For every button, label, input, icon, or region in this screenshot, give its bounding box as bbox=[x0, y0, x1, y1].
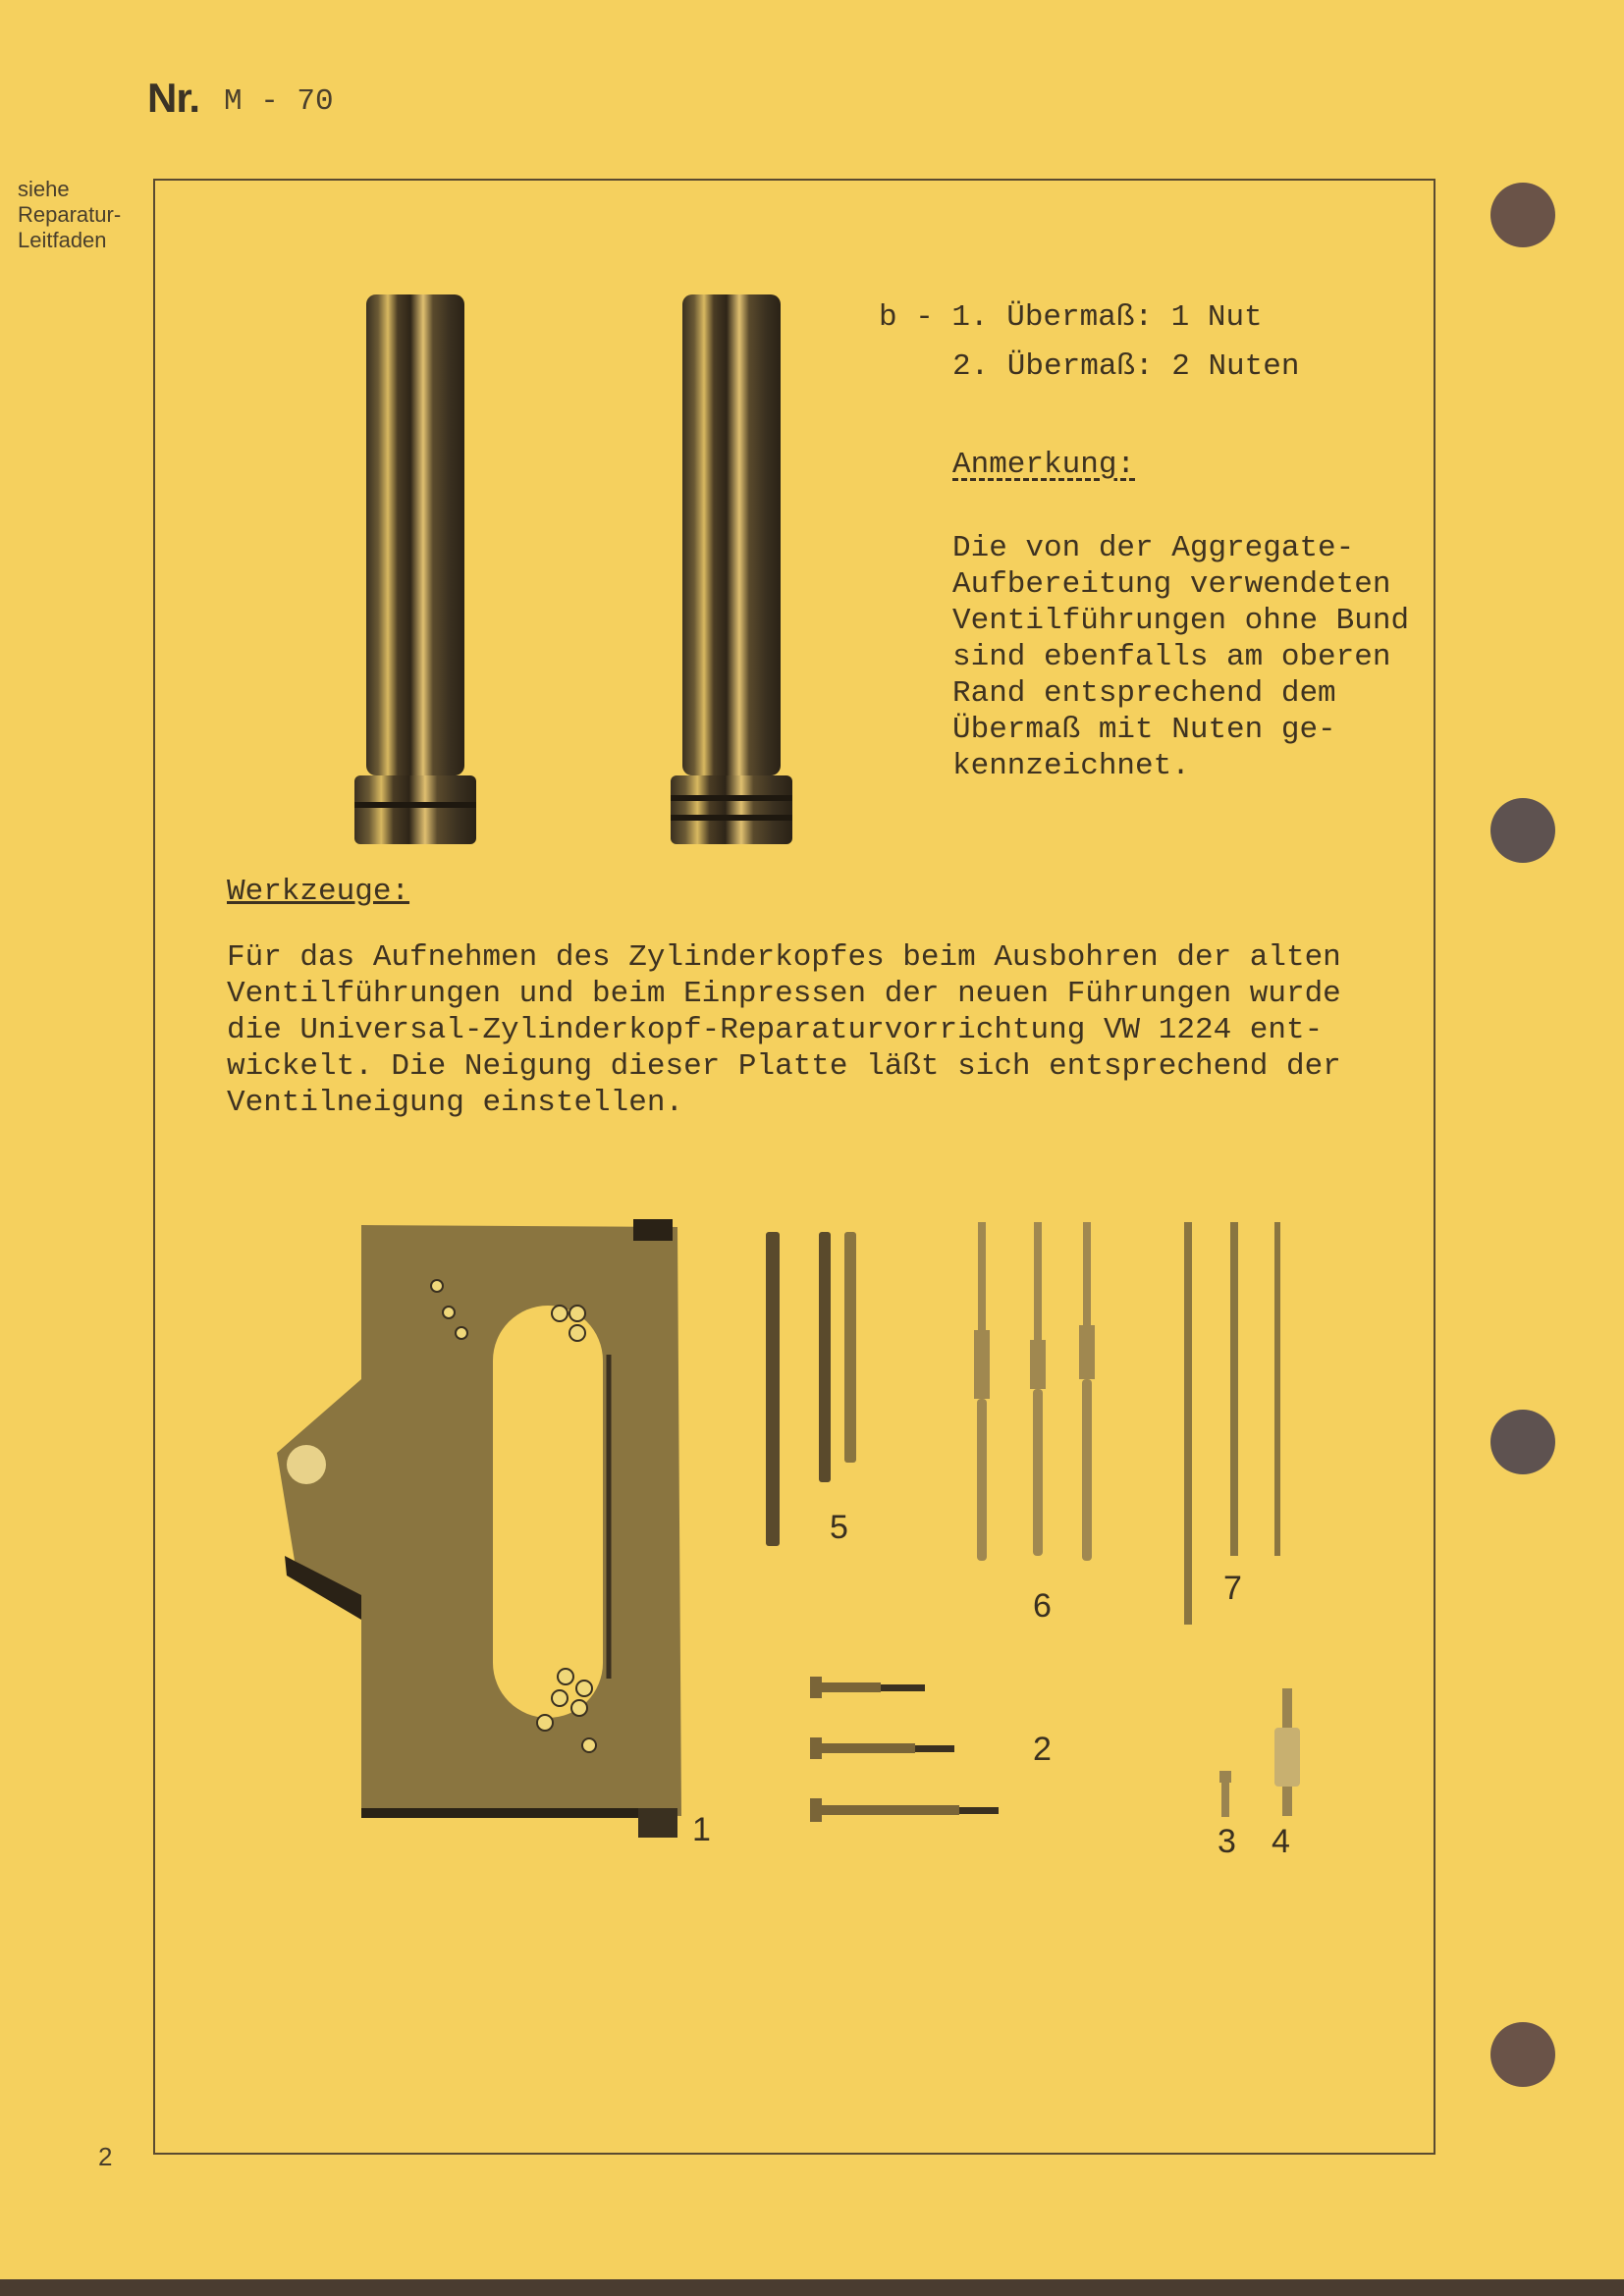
bolts bbox=[810, 1677, 999, 1822]
figure-label-5: 5 bbox=[830, 1509, 848, 1546]
side-note-line: siehe bbox=[18, 177, 70, 201]
document-number: M - 70 bbox=[224, 84, 334, 119]
tools-line: die Universal-Zylinderkopf-Reparaturvorrichtung VW 1224 ent- bbox=[227, 1013, 1324, 1047]
note-line: kennzeichnet. bbox=[952, 749, 1190, 783]
oversize-line-1: b - 1. Übermaß: 1 Nut bbox=[879, 300, 1263, 335]
figure-label-1: 1 bbox=[692, 1811, 711, 1848]
reamers bbox=[974, 1222, 1095, 1561]
note-line: sind ebenfalls am oberen bbox=[952, 640, 1391, 674]
valve-guides-photo bbox=[349, 290, 800, 851]
document-number-label: Nr. bbox=[147, 75, 200, 121]
oversize-line-2: 2. Übermaß: 2 Nuten bbox=[952, 349, 1300, 384]
figure-label-3: 3 bbox=[1218, 1823, 1236, 1860]
tools-line: wickelt. Die Neigung dieser Platte läßt sich entsprechend der bbox=[227, 1049, 1341, 1084]
note-heading: Anmerkung: bbox=[952, 448, 1136, 482]
punch-hole bbox=[1490, 1410, 1555, 1474]
figure-label-2: 2 bbox=[1033, 1731, 1052, 1768]
figure-label-4: 4 bbox=[1272, 1823, 1290, 1860]
pilot-rods bbox=[1184, 1222, 1280, 1625]
tools-line: Ventilführungen und beim Einpressen der neuen Führungen wurde bbox=[227, 977, 1341, 1011]
side-note bbox=[18, 177, 121, 253]
tools-photo bbox=[265, 1207, 1365, 1855]
tools-body bbox=[227, 939, 1341, 1121]
side-note-line: Reparatur- bbox=[18, 202, 122, 227]
punch-hole bbox=[1490, 2022, 1555, 2087]
scan-edge bbox=[0, 2279, 1624, 2296]
tools-heading: Werkzeuge: bbox=[227, 875, 410, 909]
tools-line: Ventilneigung einstellen. bbox=[227, 1086, 684, 1120]
repair-fixture-vw1224 bbox=[277, 1219, 681, 1838]
punch-hole bbox=[1490, 798, 1555, 863]
side-note-line: Leitfaden bbox=[18, 228, 107, 252]
note-line: Ventilführungen ohne Bund bbox=[952, 604, 1410, 638]
tools-line: Für das Aufnehmen des Zylinderkopfes beim Ausbohren der alten bbox=[227, 940, 1341, 975]
valve-guide-one-groove bbox=[354, 294, 476, 844]
figure-label-6: 6 bbox=[1033, 1587, 1052, 1625]
note-line: Die von der Aggregate- bbox=[952, 531, 1355, 565]
page-number: 2 bbox=[98, 2142, 113, 2171]
note-line: Aufbereitung verwendeten bbox=[952, 567, 1391, 602]
punch-hole bbox=[1490, 183, 1555, 247]
note-body bbox=[952, 530, 1409, 784]
twist-drills bbox=[766, 1232, 856, 1546]
pressing-pins bbox=[1219, 1688, 1300, 1817]
valve-guide-two-grooves bbox=[671, 294, 792, 844]
note-line: Übermaß mit Nuten ge- bbox=[952, 713, 1336, 747]
figure-label-7: 7 bbox=[1223, 1570, 1242, 1607]
note-line: Rand entsprechend dem bbox=[952, 676, 1336, 711]
